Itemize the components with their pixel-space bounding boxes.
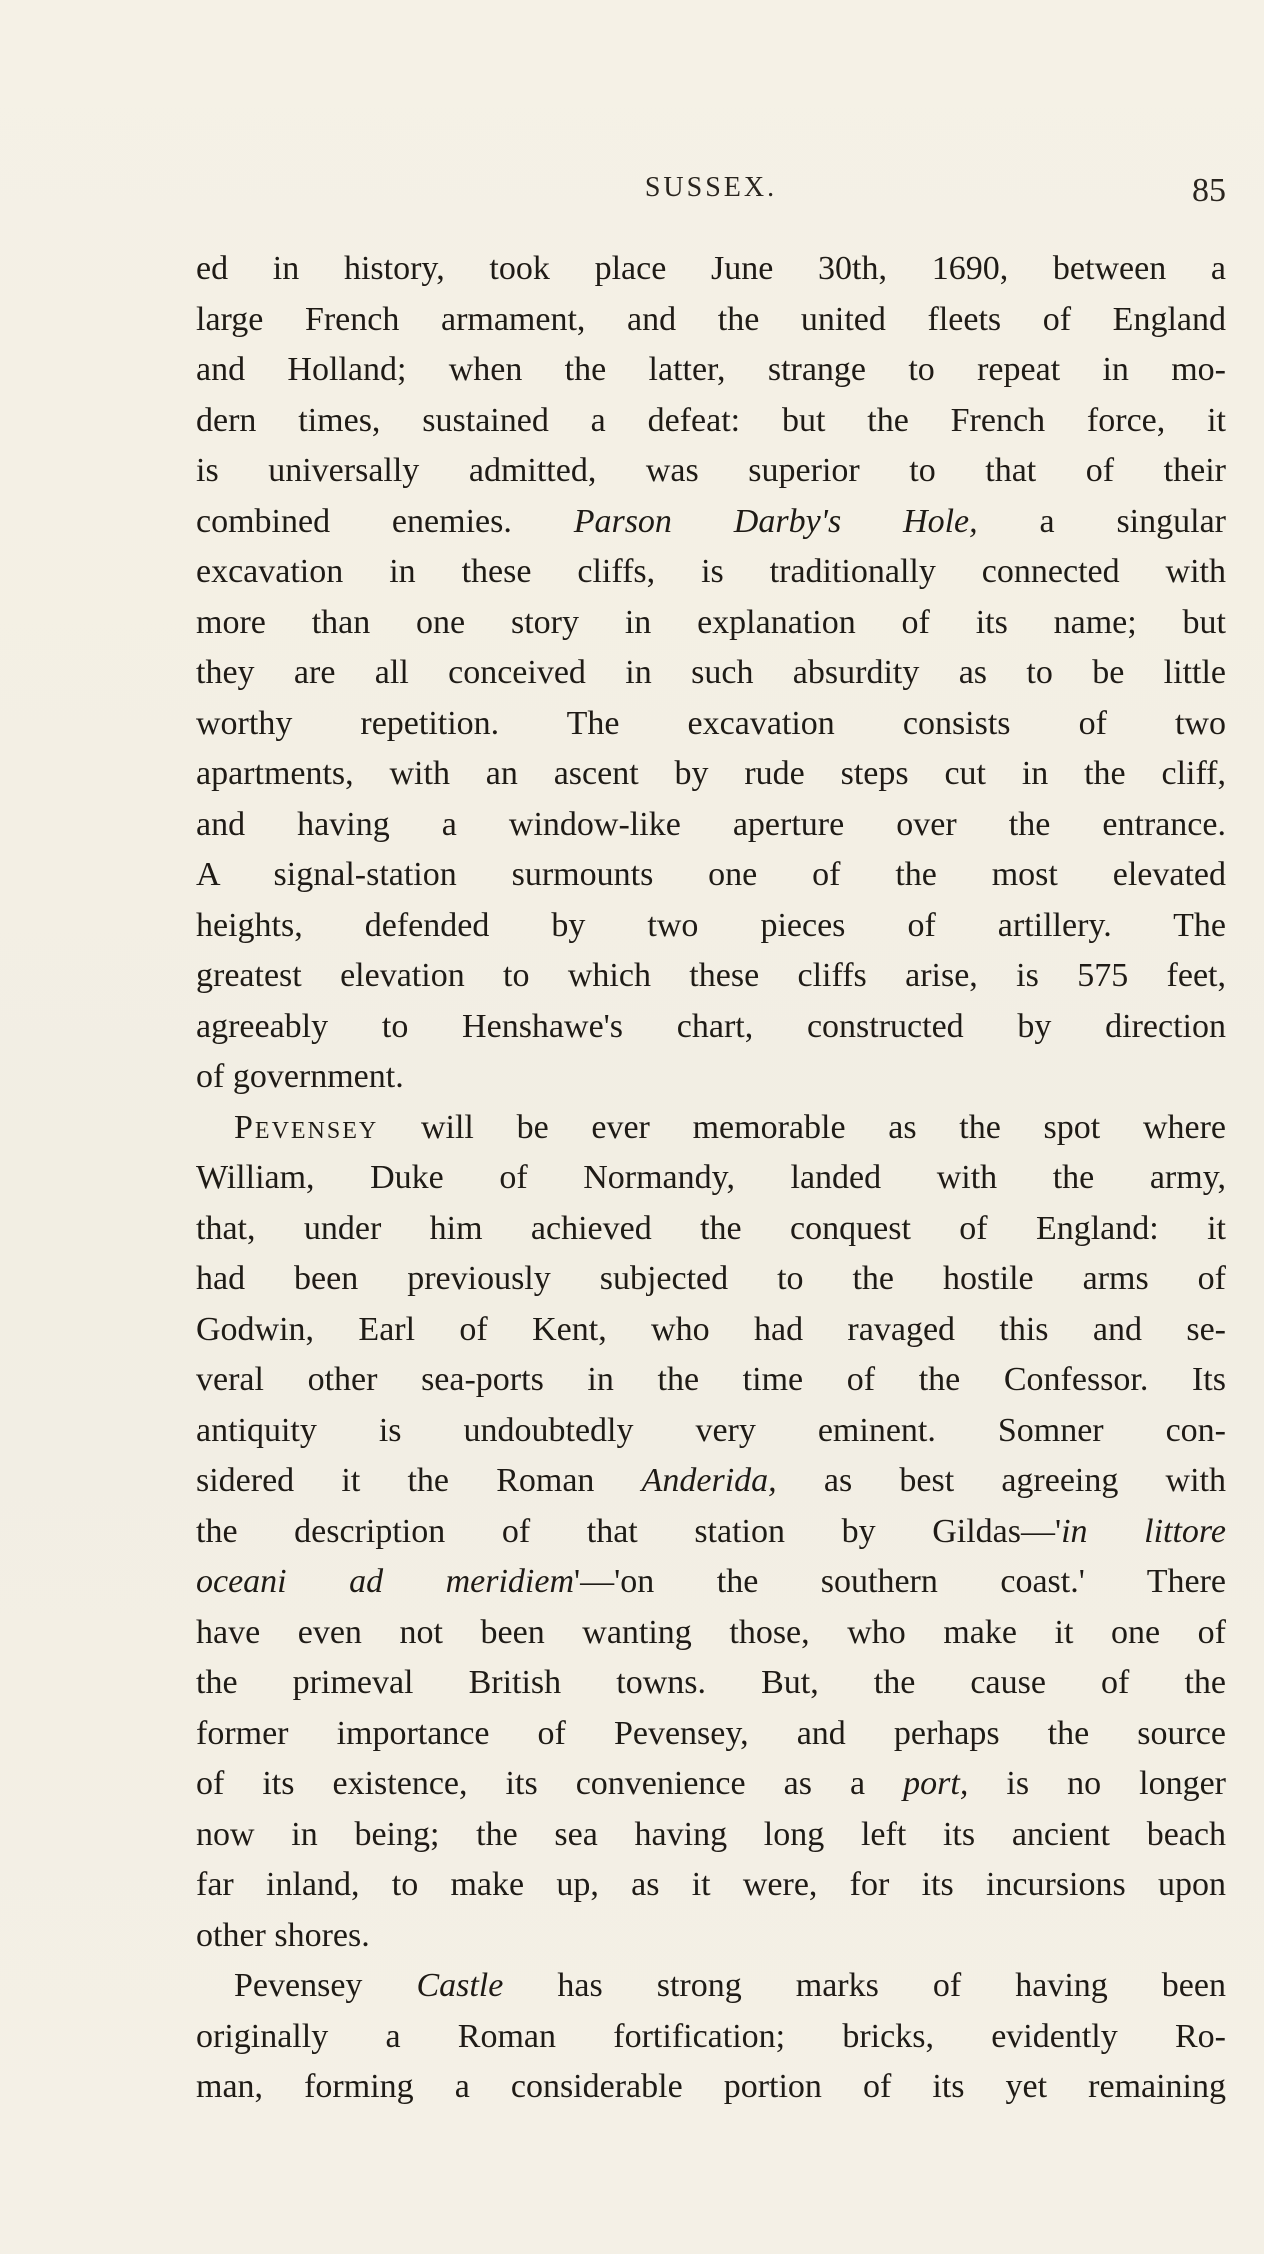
text-segment: Anderida, xyxy=(641,1462,777,1499)
text-line xyxy=(196,1355,1226,1406)
text-segment: more than one story in explanation of its name; but xyxy=(196,603,1226,641)
text-line xyxy=(196,901,1226,952)
text-line xyxy=(196,1153,1226,1204)
text-line xyxy=(196,1002,1226,1053)
text-line xyxy=(196,951,1226,1002)
text-segment: now in being; the sea having long left its ancient beach xyxy=(196,1815,1226,1853)
text-segment: the primeval British towns. But, the cause of the xyxy=(196,1664,1226,1701)
text-segment: sidered it the Roman xyxy=(196,1462,642,1499)
text-segment: have even not been wanting those, who make it one of xyxy=(196,1613,1226,1651)
text-segment: greatest elevation to which these cliffs arise, is 575 feet, xyxy=(196,957,1226,994)
text-line xyxy=(196,1052,1226,1103)
text-line xyxy=(196,1456,1226,1507)
page-header xyxy=(196,172,1226,212)
text-line xyxy=(196,1860,1226,1911)
text-segment: man, forming a considerable portion of its yet remaining xyxy=(196,2068,1226,2105)
text-segment: Pevensey xyxy=(234,1967,417,2004)
text-line xyxy=(196,1759,1226,1810)
text-line xyxy=(196,1103,1226,1154)
text-segment: Pevensey xyxy=(234,1108,379,1146)
text-line xyxy=(196,1961,1226,2012)
running-head: SUSSEX. xyxy=(644,172,778,203)
text-segment: worthy repetition. The excavation consists of two xyxy=(196,704,1226,742)
text-line xyxy=(196,2012,1226,2063)
text-line xyxy=(196,396,1226,447)
text-line xyxy=(196,547,1226,598)
text-line xyxy=(196,1204,1226,1255)
text-line xyxy=(196,1810,1226,1861)
text-segment: former importance of Pevensey, and perhaps the source xyxy=(196,1714,1226,1752)
text-line xyxy=(196,2062,1226,2113)
text-segment: '—'on the southern coast.' There xyxy=(574,1563,1226,1600)
text-line xyxy=(196,1305,1226,1356)
text-segment: Godwin, Earl of Kent, who had ravaged this and se- xyxy=(196,1310,1226,1348)
text-segment: the description of that station by Gildas—' xyxy=(196,1512,1062,1550)
text-segment: they are all conceived in such absurdity as to be little xyxy=(196,654,1226,691)
text-segment: a singular xyxy=(977,502,1226,540)
text-segment: and having a window-like aperture over the entrance. xyxy=(196,805,1226,843)
text-segment: Parson Darby's Hole, xyxy=(573,502,978,540)
text-segment: combined enemies. xyxy=(196,502,574,540)
text-line xyxy=(196,1557,1226,1608)
body-text xyxy=(196,244,1226,2113)
text-segment: dern times, sustained a defeat: but the French force, it xyxy=(196,401,1226,439)
text-segment: is universally admitted, was superior to that of their xyxy=(196,452,1226,489)
page-number: 85 xyxy=(1192,172,1226,209)
text-segment: William, Duke of Normandy, landed with the army, xyxy=(196,1159,1226,1196)
text-segment: far inland, to make up, as it were, for its incursions upon xyxy=(196,1866,1226,1903)
text-line xyxy=(196,699,1226,750)
text-segment: in littore xyxy=(1061,1512,1226,1550)
text-line xyxy=(196,1658,1226,1709)
text-segment: ed in history, took place June 30th, 1690, between a xyxy=(196,250,1226,287)
text-segment: is no longer xyxy=(968,1765,1226,1802)
text-segment: other shores. xyxy=(196,1916,370,1954)
text-segment: heights, defended by two pieces of artillery. The xyxy=(196,906,1226,944)
text-segment: has strong marks of having been xyxy=(503,1967,1226,2004)
text-line xyxy=(196,598,1226,649)
text-line xyxy=(196,850,1226,901)
text-segment: and Holland; when the latter, strange to repeat in mo- xyxy=(196,351,1226,388)
text-line xyxy=(196,749,1226,800)
text-segment: A signal-station surmounts one of the most elevated xyxy=(196,856,1226,893)
text-segment: of its existence, its convenience as a xyxy=(196,1765,904,1802)
text-segment: veral other sea-ports in the time of the Confessor. Its xyxy=(196,1361,1226,1398)
text-segment: antiquity is undoubtedly very eminent. Somner con- xyxy=(196,1411,1226,1449)
text-segment: apartments, with an ascent by rude steps cut in the cliff, xyxy=(196,755,1226,792)
text-line xyxy=(196,1911,1226,1962)
text-line xyxy=(196,497,1226,548)
text-line xyxy=(196,1608,1226,1659)
text-segment: Castle xyxy=(416,1967,504,2004)
text-segment: large French armament, and the united fleets of England xyxy=(196,300,1226,338)
text-segment: as best agreeing with xyxy=(776,1462,1226,1499)
text-line xyxy=(196,1406,1226,1457)
text-line xyxy=(196,1507,1226,1558)
text-line xyxy=(196,1254,1226,1305)
text-segment: port, xyxy=(903,1765,969,1802)
text-line xyxy=(196,244,1226,295)
text-segment: oceani ad meridiem xyxy=(196,1563,575,1600)
text-segment: had been previously subjected to the hostile arms of xyxy=(196,1260,1226,1297)
text-line xyxy=(196,295,1226,346)
text-segment: excavation in these cliffs, is traditionally connected with xyxy=(196,553,1226,590)
text-line xyxy=(196,648,1226,699)
text-segment: originally a Roman fortification; bricks, evidently Ro- xyxy=(196,2017,1226,2055)
text-segment: that, under him achieved the conquest of England: it xyxy=(196,1209,1226,1247)
text-segment: will be ever memorable as the spot where xyxy=(378,1108,1226,1146)
text-line xyxy=(196,446,1226,497)
text-segment: of government. xyxy=(196,1058,404,1095)
text-segment: agreeably to Henshawe's chart, constructed by direction xyxy=(196,1007,1226,1045)
text-line xyxy=(196,800,1226,851)
text-line xyxy=(196,1709,1226,1760)
text-line xyxy=(196,345,1226,396)
